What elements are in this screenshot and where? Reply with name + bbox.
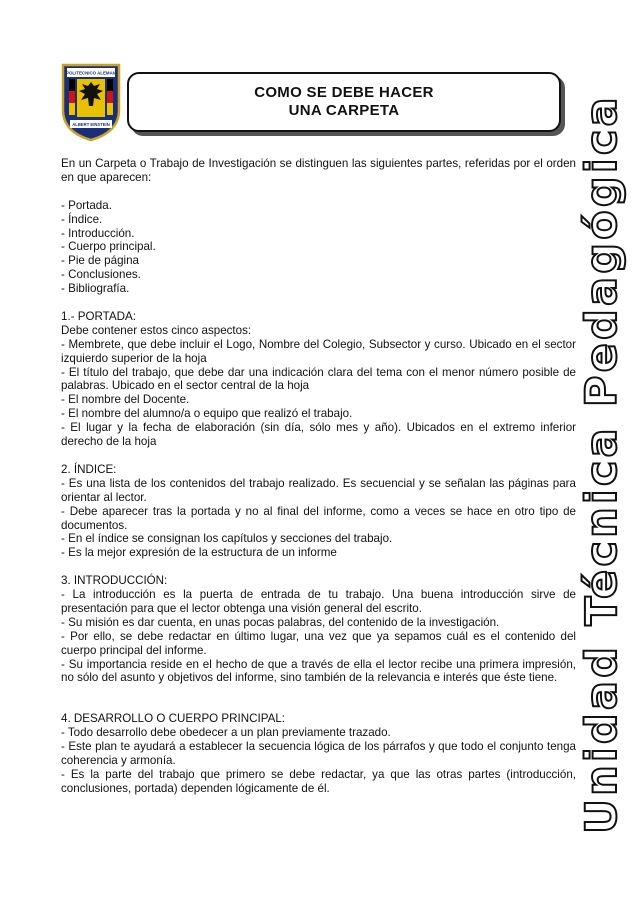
section-line: - Su importancia reside en el hecho de que a través de ella el lector recibe una primera impresión, no sólo del asunto y objetivos del informe, sino también de la relevancia e interés que éste tiene. <box>61 657 576 685</box>
section-line: - Todo desarrollo debe obedecer a un plan previamente trazado. <box>61 726 391 740</box>
title-line-1: COMO SE DEBE HACER <box>254 84 434 101</box>
list-item: - Portada. <box>61 198 112 212</box>
section-line: - Debe aparecer tras la portada y no al final del informe, como a veces se hace en otro tipo de documentos. <box>61 504 576 532</box>
section-line: - En el índice se consignan los capítulos y secciones del trabajo. <box>61 532 393 546</box>
section-line: - La introducción es la puerta de entrada de tu trabajo. Una buena introducción sirve de presentación para que el lector obtenga una visión general del escrito. <box>61 588 576 615</box>
section-title-portada: 1.- PORTADA: <box>61 309 136 323</box>
title-box <box>127 72 561 132</box>
section-line: - Es la mejor expresión de la estructura de un informe <box>61 546 337 560</box>
section-line: - El nombre del alumno/a o equipo que realizó el trabajo. <box>61 407 353 421</box>
intro-paragraph: En un Carpeta o Trabajo de Investigación se distinguen las siguientes partes, referidas por el orden en que aparecen: <box>61 157 576 184</box>
section-line: - Este plan te ayudará a establecer la secuencia lógica de los párrafos y que todo el conjunto tenga coherencia y armonía. <box>61 740 576 768</box>
section-line: - Su misión es dar cuenta, en unas pocas palabras, del contenido de la investigación. <box>61 615 500 629</box>
list-item: - Bibliografía. <box>61 282 130 296</box>
list-item: - Pie de página <box>61 254 139 268</box>
section-line: - Es la parte del trabajo que primero se debe redactar, ya que las otras partes (introducción, conclusiones, portada) dependen lógicamente de él. <box>61 768 576 795</box>
list-item: - Cuerpo principal. <box>61 240 156 254</box>
section-title-desarrollo: 4. DESARROLLO O CUERPO PRINCIPAL: <box>61 712 285 726</box>
section-title-introduccion: 3. INTRODUCCIÓN: <box>61 574 168 588</box>
title-line-2: UNA CARPETA <box>288 102 400 119</box>
logo-top-text: POLITECNICO ALEMAN <box>66 70 116 76</box>
section-line: - Membrete, que debe incluir el Logo, Nombre del Colegio, Subsector y curso. Ubicado en el sector izquierdo superior de la hoja <box>61 337 576 365</box>
section-line: - El nombre del Docente. <box>61 393 190 407</box>
section-line: - El lugar y la fecha de elaboración (sin día, sólo mes y año). Ubicados en el extremo inferior derecho de la hoja <box>61 421 576 449</box>
school-crest-logo <box>60 62 122 142</box>
list-item: - Conclusiones. <box>61 268 141 282</box>
side-banner-text: Unidad Técnica Pedagógica <box>577 94 627 834</box>
section-line: Debe contener estos cinco aspectos: <box>61 323 252 337</box>
document-body <box>61 157 576 796</box>
list-item: - Introducción. <box>61 226 135 240</box>
section-line: - Es una lista de los contenidos del trabajo realizado. Es secuencial y se señalan las páginas para orientar al lector. <box>61 476 576 504</box>
section-title-indice: 2. ÍNDICE: <box>61 462 117 476</box>
section-line: - El título del trabajo, que debe dar una indicación clara del tema con el menor número posible de palabras. Ubicado en el sector central de la hoja <box>61 365 576 393</box>
list-item: - Índice. <box>61 212 103 226</box>
section-line: - Por ello, se debe redactar en último lugar, una vez que ya sepamos cuál es el contenido del cuerpo principal del informe. <box>61 629 576 657</box>
logo-bottom-text: ALBERT EINSTEIN <box>72 122 110 127</box>
